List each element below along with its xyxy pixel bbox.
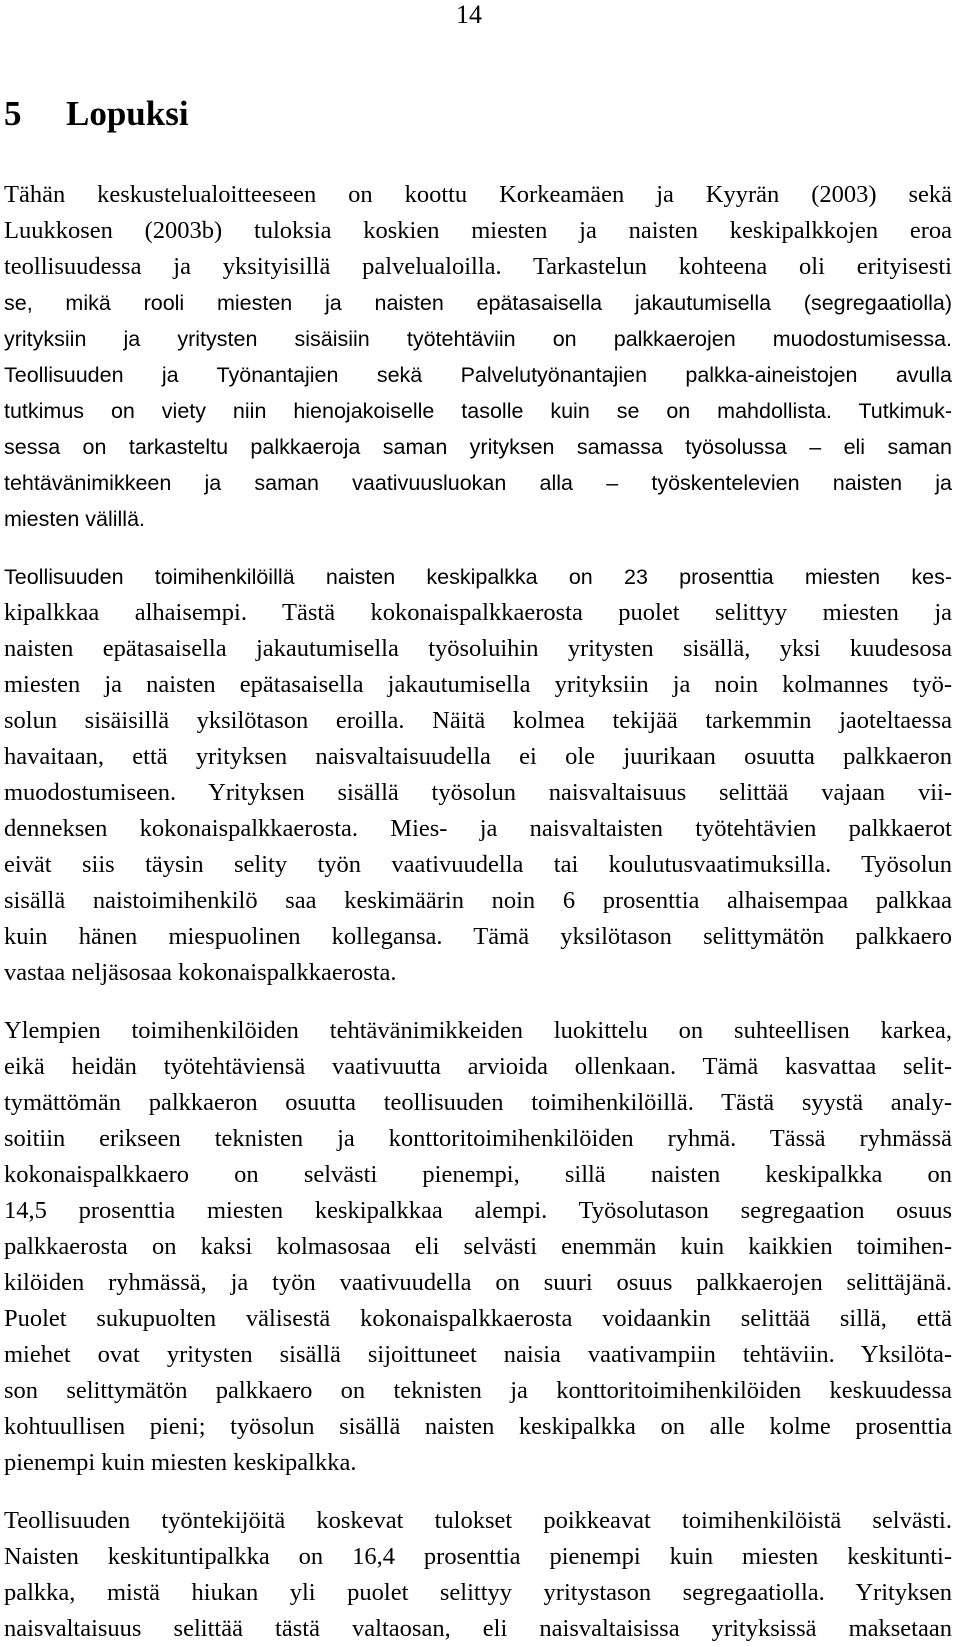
paragraph-gap — [4, 537, 952, 559]
text-line: solun sisäisillä yksilötason eroilla. Näitä kolmea tekijää tarkemmin jaoteltaessa — [4, 707, 952, 734]
text-line: palkka, mistä hiukan yli puolet selittyy yritystason segregaatiolla. Yrityksen — [4, 1579, 952, 1606]
text-line: palkkaerosta on kaksi kolmasosaa eli selvästi enemmän kuin kaikkien toimihen- — [4, 1233, 952, 1260]
text-line: Naisten keskituntipalkka on 16,4 prosenttia pienempi kuin miesten keskitunti- — [4, 1543, 952, 1570]
text-line: miehet ovat yritysten sisällä sijoittuneet naisia vaativampiin tehtäviin. Yksilöta- — [4, 1341, 952, 1368]
text-line: kokonaispalkkaero on selvästi pienempi, sillä naisten keskipalkka on — [4, 1161, 952, 1188]
text-line: son selittymätön palkkaero on teknisten ja konttoritoimihenkilöiden keskuudessa — [4, 1377, 952, 1404]
text-line: sessa on tarkasteltu palkkaeroja saman yrityksen samassa työsolussa – eli saman — [4, 435, 952, 459]
paragraph-gap — [4, 1481, 952, 1503]
text-line: se, mikä rooli miesten ja naisten epätasaisella jakautumisella (segregaatiolla) — [4, 291, 952, 315]
text-line: tehtävänimikkeen ja saman vaativuusluokan alla – työskentelevien naisten ja — [4, 471, 952, 495]
text-line: kuin hänen miespuolinen kollegansa. Tämä yksilötason selittymätön palkkaero — [4, 923, 952, 950]
text-line: miesten ja naisten epätasaisella jakautumisella yrityksiin ja noin kolmannes työ- — [4, 671, 952, 698]
text-line: pienempi kuin miesten keskipalkka. — [4, 1449, 357, 1476]
text-line: havaitaan, että yrityksen naisvaltaisuudella ei ole juurikaan osuutta palkkaeron — [4, 743, 952, 770]
text-line: Ylempien toimihenkilöiden tehtävänimikkeiden luokittelu on suhteellisen karkea, — [4, 1017, 952, 1044]
text-line: yrityksiin ja yritysten sisäisiin työtehtäviin on palkkaerojen muodostumisessa. — [4, 327, 952, 351]
paragraph — [4, 177, 952, 537]
text-line: naisten epätasaisella jakautumisella työsoluihin yritysten sisällä, yksi kuudesosa — [4, 635, 952, 662]
body-text — [4, 177, 952, 1647]
page-number: 14 — [456, 0, 482, 29]
section-title: Lopuksi — [66, 94, 189, 133]
text-line: kilöiden ryhmässä, ja työn vaativuudella on suuri osuus palkkaerojen selittäjänä. — [4, 1269, 952, 1296]
text-line: denneksen kokonaispalkkaerosta. Mies- ja naisvaltaisten työtehtävien palkkaerot — [4, 815, 952, 842]
paragraph — [4, 1013, 952, 1481]
text-line: kipalkkaa alhaisempi. Tästä kokonaispalkkaerosta puolet selittyy miesten ja — [4, 599, 952, 626]
text-line: Teollisuuden ja Työnantajien sekä Palvelutyönantajien palkka-aineistojen avulla — [4, 363, 952, 387]
text-line: naisvaltaisuus selittää tästä valtaosan, eli naisvaltaisissa yrityksissä maksetaan — [4, 1615, 952, 1642]
paragraph-gap — [4, 991, 952, 1013]
text-line: 14,5 prosenttia miesten keskipalkkaa alempi. Työsolutason segregaation osuus — [4, 1197, 952, 1224]
text-line: eikä heidän työtehtäviensä vaativuutta arvioida ollenkaan. Tämä kasvattaa selit- — [4, 1053, 952, 1080]
paragraph — [4, 559, 952, 991]
text-line: sisällä naistoimihenkilö saa keskimäärin noin 6 prosenttia alhaisempaa palkkaa — [4, 887, 952, 914]
text-line: eivät siis täysin selity työn vaativuudella tai koulutusvaatimuksilla. Työsolun — [4, 851, 952, 878]
text-line: Teollisuuden toimihenkilöillä naisten keskipalkka on 23 prosenttia miesten kes- — [4, 565, 952, 589]
text-line: kohtuullisen pieni; työsolun sisällä naisten keskipalkka on alle kolme prosenttia — [4, 1413, 952, 1440]
text-line: Tähän keskustelualoitteeseen on koottu Korkeamäen ja Kyyrän (2003) sekä — [4, 181, 952, 208]
text-line: vastaa neljäsosaa kokonaispalkkaerosta. — [4, 959, 397, 986]
text-line: tutkimus on viety niin hienojakoiselle tasolle kuin se on mahdollista. Tutkimuk- — [4, 399, 952, 423]
text-line: soitiin erikseen teknisten ja konttoritoimihenkilöiden ryhmä. Tässä ryhmässä — [4, 1125, 952, 1152]
paragraph — [4, 1503, 952, 1647]
section-number: 5 — [4, 94, 22, 133]
text-line: muodostumiseen. Yrityksen sisällä työsolun naisvaltaisuus selittää vajaan vii- — [4, 779, 952, 806]
text-line: tymättömän palkkaeron osuutta teollisuuden toimihenkilöillä. Tästä syystä analy- — [4, 1089, 952, 1116]
text-line: teollisuudessa ja yksityisillä palvelualoilla. Tarkastelun kohteena oli erityisesti — [4, 253, 952, 280]
text-line: miesten välillä. — [4, 507, 145, 531]
section-heading — [4, 92, 189, 136]
text-line: Luukkosen (2003b) tuloksia koskien miesten ja naisten keskipalkkojen eroa — [4, 217, 952, 244]
text-line: Teollisuuden työntekijöitä koskevat tulokset poikkeavat toimihenkilöistä selvästi. — [4, 1507, 952, 1534]
text-line: Puolet sukupuolten välisestä kokonaispalkkaerosta voidaankin selittää sillä, että — [4, 1305, 952, 1332]
